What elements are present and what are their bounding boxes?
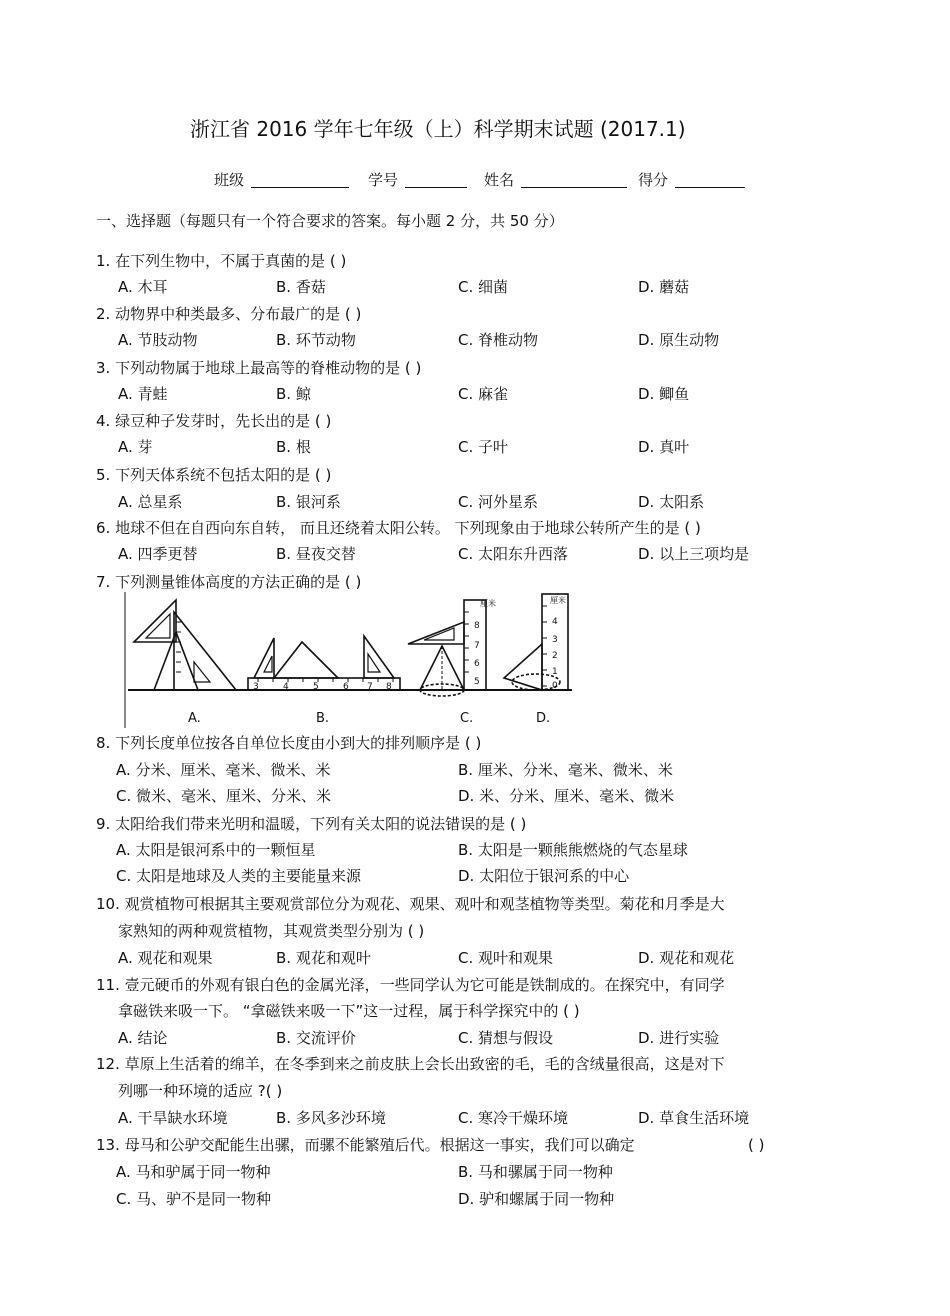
question-stem: 11. 壹元硬币的外观有银白色的金属光泽，一些同学认为它可能是铁制成的。在探究中，有同学	[96, 976, 725, 994]
answer-parentheses: ( )	[748, 1136, 765, 1154]
ruler-c-tick: 6	[474, 659, 480, 669]
ruler-b-tick: 3	[253, 682, 259, 692]
option-a[interactable]: A. 木耳	[118, 278, 168, 296]
ruler-d-tick: 3	[552, 635, 558, 645]
question-stem: 8. 下列长度单位按各自单位长度由小到大的排列顺序是 ( )	[96, 734, 482, 752]
option-c[interactable]: C. 观叶和观果	[458, 949, 554, 967]
option-b[interactable]: B. 银河系	[276, 493, 341, 511]
question-stem: 1. 在下列生物中，不属于真菌的是 ( )	[96, 252, 347, 270]
option-c[interactable]: C. 太阳东升西落	[458, 545, 569, 563]
ruler-d-unit: 厘米	[550, 596, 566, 605]
option-d[interactable]: D. 蘑菇	[638, 278, 690, 296]
question-stem-continued: 列哪一种环境的适应 ?( )	[118, 1082, 283, 1100]
ruler-b-tick: 7	[367, 682, 373, 692]
option-a[interactable]: A. 观花和观果	[118, 949, 213, 967]
option-d[interactable]: D. 以上三项均是	[638, 545, 750, 563]
option-c[interactable]: C. 子叶	[458, 438, 509, 456]
option-c[interactable]: C. 麻雀	[458, 385, 509, 403]
option-a[interactable]: A. 青蛙	[118, 385, 168, 403]
figure-svg	[124, 592, 576, 728]
figure-label-a: A.	[188, 711, 201, 726]
ruler-b-tick: 6	[343, 682, 349, 692]
ruler-c-tick: 8	[474, 621, 480, 631]
option-c[interactable]: C. 微米、毫米、厘米、分米、米	[116, 787, 332, 805]
option-a[interactable]: A. 太阳是银河系中的一颗恒星	[116, 841, 316, 859]
question-stem-continued: 拿磁铁来吸一下。 “拿磁铁来吸一下”这一过程，属于科学探究中的 ( )	[118, 1002, 580, 1020]
ruler-c-tick: 7	[474, 641, 480, 651]
ruler-c-tick: 5	[474, 677, 480, 687]
option-a[interactable]: A. 干旱缺水环境	[118, 1109, 228, 1127]
figure-label-b: B.	[316, 711, 330, 726]
option-d[interactable]: D. 驴和螺属于同一物种	[458, 1190, 615, 1208]
option-b[interactable]: B. 根	[276, 438, 311, 456]
option-d[interactable]: D. 观花和观花	[638, 949, 735, 967]
option-d[interactable]: D. 米、分米、厘米、毫米、微米	[458, 787, 675, 805]
name-label: 姓名	[484, 171, 515, 189]
option-a[interactable]: A. 分米、厘米、毫米、微米、米	[116, 761, 331, 779]
question-stem: 6. 地球不但在自西向东自转， 而且还绕着太阳公转。 下列现象由于地球公转所产生的是 ( )	[96, 519, 701, 537]
ruler-b	[248, 678, 400, 690]
option-d[interactable]: D. 进行实验	[638, 1029, 720, 1047]
ruler-d-tick: 2	[552, 651, 558, 661]
score-blank[interactable]	[675, 171, 745, 188]
option-b[interactable]: B. 观花和观叶	[276, 949, 371, 967]
option-d[interactable]: D. 太阳位于银河系的中心	[458, 867, 630, 885]
ruler-c-unit: 厘米	[480, 599, 496, 608]
option-b[interactable]: B. 厘米、分米、毫米、微米、米	[458, 761, 673, 779]
option-c[interactable]: C. 寒冷干燥环境	[458, 1109, 569, 1127]
option-a[interactable]: A. 结论	[118, 1029, 168, 1047]
option-b[interactable]: B. 多风多沙环境	[276, 1109, 386, 1127]
option-c[interactable]: C. 脊椎动物	[458, 331, 539, 349]
option-a[interactable]: A. 总星系	[118, 493, 183, 511]
option-b[interactable]: B. 鲸	[276, 385, 311, 403]
option-b[interactable]: B. 太阳是一颗熊熊燃烧的气态星球	[458, 841, 688, 859]
set-square-c	[408, 622, 464, 644]
cone-height-measurement-figure	[124, 592, 576, 728]
cone-d	[504, 644, 542, 690]
option-c[interactable]: C. 细菌	[458, 278, 509, 296]
ruler-b-tick: 5	[313, 682, 319, 692]
option-a[interactable]: A. 四季更替	[118, 545, 198, 563]
question-stem-continued: 家熟知的两种观赏植物，其观赏类型分别为 ( )	[118, 922, 425, 940]
option-a[interactable]: A. 芽	[118, 438, 153, 456]
ruler-d-tick: 4	[552, 617, 558, 627]
option-a[interactable]: A. 节肢动物	[118, 331, 198, 349]
question-stem: 12. 草原上生活着的绵羊，在冬季到来之前皮肤上会长出致密的毛，毛的含绒量很高，这是对下	[96, 1055, 725, 1073]
question-stem: 10. 观赏植物可根据其主要观赏部位分为观花、观果、观叶和观茎植物等类型。菊花和月季是大	[96, 895, 725, 913]
number-blank[interactable]	[405, 171, 467, 188]
figure-label-c: C.	[460, 711, 474, 726]
option-d[interactable]: D. 草食生活环境	[638, 1109, 750, 1127]
option-a[interactable]: A. 马和驴属于同一物种	[116, 1163, 271, 1181]
ruler-d-tick: 1	[552, 667, 558, 677]
option-b[interactable]: B. 昼夜交替	[276, 545, 356, 563]
class-label: 班级	[214, 171, 245, 189]
option-b[interactable]: B. 交流评价	[276, 1029, 356, 1047]
class-blank[interactable]	[251, 171, 349, 188]
ruler-b-tick: 8	[386, 682, 392, 692]
option-c[interactable]: C. 猜想与假设	[458, 1029, 554, 1047]
option-d[interactable]: D. 太阳系	[638, 493, 705, 511]
question-stem: 4. 绿豆种子发芽时，先长出的是 ( )	[96, 412, 332, 430]
question-stem: 7. 下列测量锥体高度的方法正确的是 ( )	[96, 573, 362, 591]
option-b[interactable]: B. 马和骡属于同一物种	[458, 1163, 613, 1181]
option-c[interactable]: C. 马、驴不是同一物种	[116, 1190, 272, 1208]
option-b[interactable]: B. 环节动物	[276, 331, 356, 349]
question-stem: 5. 下列天体系统不包括太阳的是 ( )	[96, 466, 332, 484]
ruler-b-tick: 4	[283, 682, 289, 692]
option-d[interactable]: D. 鲫鱼	[638, 385, 690, 403]
question-stem: 9. 太阳给我们带来光明和温暖，下列有关太阳的说法错误的是 ( )	[96, 815, 527, 833]
question-stem: 13. 母马和公驴交配能生出骡，而骡不能繁殖后代。根据这一事实，我们可以确定	[96, 1136, 635, 1154]
ruler-d-tick: 0	[552, 681, 558, 691]
option-c[interactable]: C. 太阳是地球及人类的主要能量来源	[116, 867, 362, 885]
option-d[interactable]: D. 真叶	[638, 438, 690, 456]
question-stem: 3. 下列动物属于地球上最高等的脊椎动物的是 ( )	[96, 359, 422, 377]
number-label: 学号	[368, 171, 399, 189]
name-blank[interactable]	[521, 171, 627, 188]
option-b[interactable]: B. 香菇	[276, 278, 326, 296]
option-d[interactable]: D. 原生动物	[638, 331, 720, 349]
cone-b	[274, 642, 338, 678]
section-heading: 一、选择题（每题只有一个符合要求的答案。每小题 2 分，共 50 分）	[96, 212, 564, 230]
figure-label-d: D.	[536, 711, 551, 726]
question-stem: 2. 动物界中种类最多、分布最广的是 ( )	[96, 305, 362, 323]
option-c[interactable]: C. 河外星系	[458, 493, 539, 511]
page-title: 浙江省 2016 学年七年级（上）科学期末试题 (2017.1)	[190, 117, 686, 141]
score-label: 得分	[638, 171, 669, 189]
